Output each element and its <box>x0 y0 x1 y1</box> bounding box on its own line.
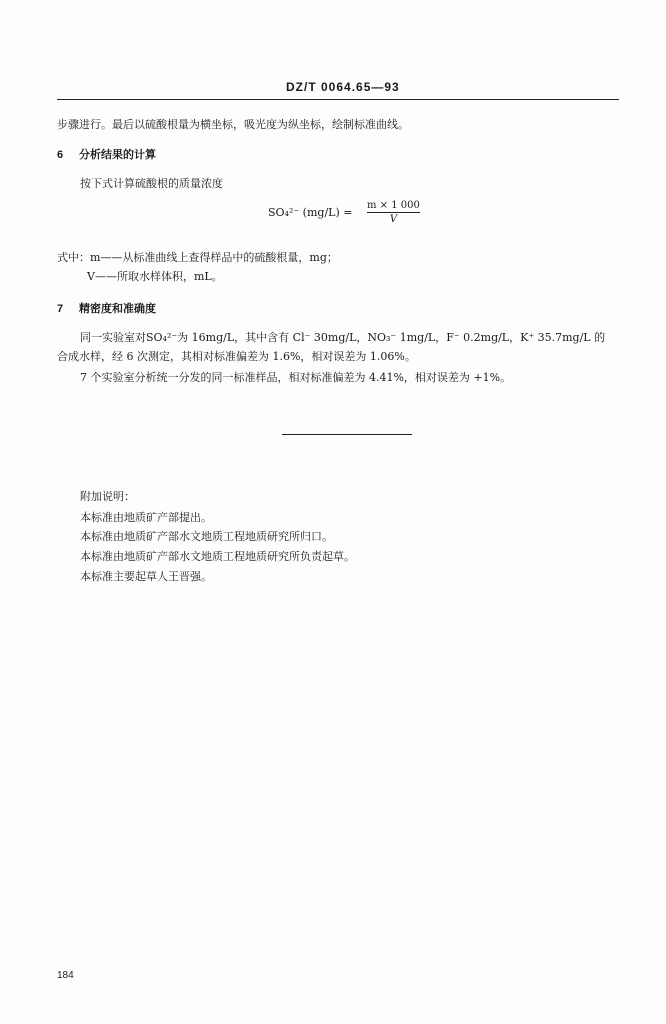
notes-heading: 附加说明： <box>80 490 135 503</box>
page-number: 184 <box>57 970 74 981</box>
section-title: 精密度和准确度 <box>79 303 156 315</box>
end-divider <box>282 434 412 435</box>
formula-lhs: SO₄²⁻ (mg/L) = <box>268 206 353 219</box>
formula-fraction <box>367 200 420 225</box>
formula-numerator: m × 1 000 <box>367 200 420 211</box>
where-v: V——所取水样体积，mL。 <box>87 270 223 283</box>
section-title: 分析结果的计算 <box>79 149 156 161</box>
paragraph-continuation: 步骤进行。最后以硫酸根量为横坐标，吸光度为纵坐标，绘制标准曲线。 <box>57 118 409 131</box>
precision-line-3: 7 个实验室分析统一分发的同一标准样品，相对标准偏差为 4.41%，相对误差为 +1%。 <box>80 371 512 384</box>
note-item: 本标准由地质矿产部水文地质工程地质研究所归口。 <box>80 530 333 543</box>
section-number: 6 <box>57 149 64 161</box>
where-m: 式中：m——从标准曲线上查得样品中的硫酸根量，mg； <box>57 251 338 264</box>
section-6-heading <box>57 146 156 162</box>
header-rule <box>57 99 619 100</box>
note-item: 本标准由地质矿产部水文地质工程地质研究所负责起草。 <box>80 550 355 563</box>
formula-intro: 按下式计算硫酸根的质量浓度 <box>80 177 223 190</box>
precision-line-2: 合成水样，经 6 次测定，其相对标准偏差为 1.6%，相对误差为 1.06%。 <box>57 350 416 363</box>
document-code: DZ/T 0064.65—93 <box>286 80 400 94</box>
note-item: 本标准主要起草人王晋强。 <box>80 570 212 583</box>
section-number: 7 <box>57 303 64 315</box>
section-7-heading <box>57 300 156 316</box>
precision-line-1: 同一实验室对SO₄²⁻为 16mg/L，其中含有 Cl⁻ 30mg/L，NO₃⁻ 1mg/L，F⁻ 0.2mg/L，K⁺ 35.7mg/L 的 <box>80 331 606 344</box>
formula-denominator: V <box>389 214 398 225</box>
fraction-bar <box>367 212 420 213</box>
note-item: 本标准由地质矿产部提出。 <box>80 511 212 524</box>
